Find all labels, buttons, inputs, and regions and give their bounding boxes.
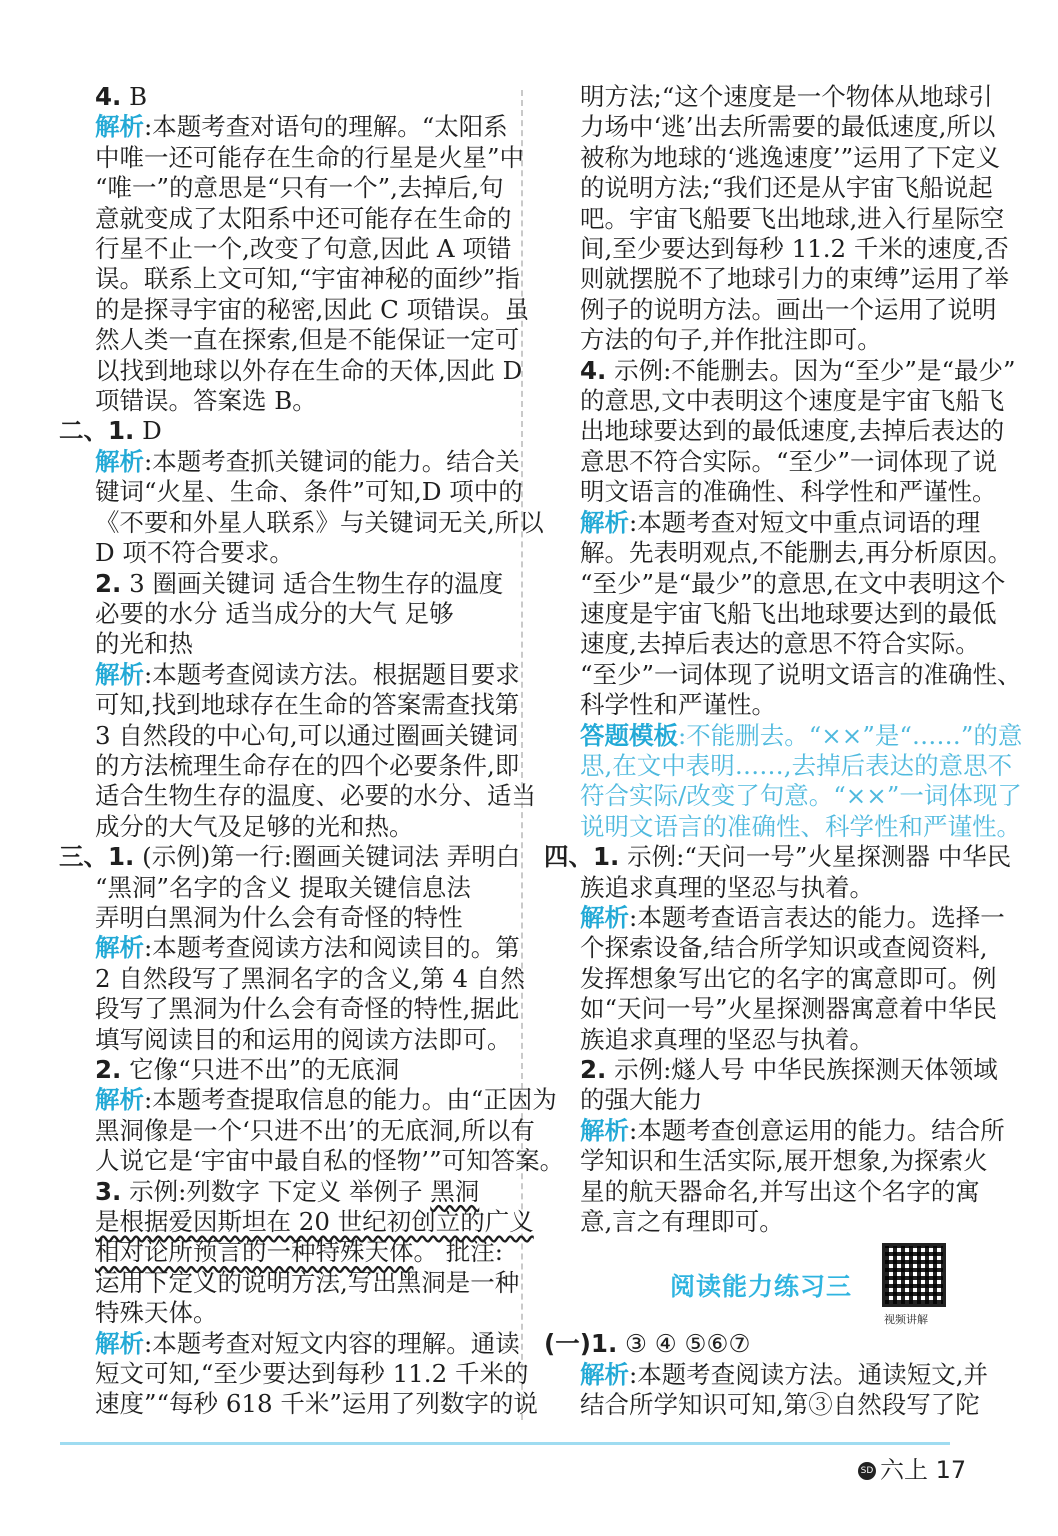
line-text: 弄明白黑洞为什么会有奇怪的特性	[95, 902, 463, 932]
line-text: 2 自然段写了黑洞名字的含义,第 4 自然	[95, 963, 525, 993]
line-text: 必要的水分 适当成分的大气 足够	[95, 598, 454, 628]
line-text: 特殊天体。	[95, 1298, 218, 1328]
text-line	[580, 173, 993, 203]
section-number: (一)	[544, 1329, 591, 1359]
line-text: :本题考查阅读方法。根据题目要求	[144, 659, 520, 689]
text-line	[95, 873, 505, 903]
analysis-tag: 解析	[95, 933, 144, 963]
text-line	[580, 446, 998, 477]
line-text: 中唯一还可能存在生命的行星是火星”中	[95, 142, 525, 172]
line-text: 项错误。答案选 B。	[95, 386, 317, 416]
analysis-tag: 解析	[95, 446, 144, 476]
question-number: 3.	[95, 1176, 122, 1206]
question-number: 1.	[593, 842, 620, 872]
text-line	[95, 142, 525, 173]
analysis-tag: 解析	[95, 1085, 144, 1115]
line-text: 的光和热	[95, 629, 193, 659]
section-number: 二、	[59, 416, 108, 446]
underlined-text: 相对论所预言的一种特殊天体	[95, 1237, 414, 1267]
text-line	[95, 569, 505, 599]
question-number: 1.	[590, 1329, 618, 1359]
analysis-tag: 解析	[95, 659, 144, 689]
text-line	[95, 1115, 535, 1146]
line-text: :本题考查对语句的理解。“太阳系	[144, 112, 508, 142]
text-line	[95, 264, 520, 294]
text-line	[95, 507, 544, 538]
question-number: 4.	[580, 355, 607, 385]
template-text: 符合实际/改变了句意。“××”一词体现了	[580, 781, 1022, 811]
line-text: 可知,找到地球存在生命的答案需查找第	[95, 690, 520, 720]
text-line	[580, 1146, 988, 1176]
line-text: 示例:列数字 下定义 举例子	[121, 1176, 431, 1206]
section-number: 四、	[544, 842, 593, 872]
line-text: 力场中‘逃’出去所需要的最低速度,所以	[580, 112, 996, 142]
text-line	[95, 690, 520, 720]
text-line	[580, 781, 1022, 811]
line-text: 例子的说明方法。画出一个运用了说明	[580, 294, 997, 324]
template-text: 说明文语言的准确性、科学性和严谨性。	[580, 811, 1021, 841]
text-line	[580, 264, 1010, 294]
text-line	[95, 1024, 512, 1055]
line-text: 段写了黑洞为什么会有奇怪的特性,据此	[95, 994, 520, 1024]
line-text: 出地球要达到的最低速度,去掉后表达的	[580, 416, 1005, 446]
text-line	[580, 142, 1001, 173]
line-text: :本题考查抓关键词的能力。结合关	[144, 446, 520, 476]
text-line	[580, 386, 1005, 416]
text-line	[95, 325, 520, 355]
text-line	[95, 812, 505, 842]
qr-code-icon[interactable]	[882, 1243, 946, 1307]
line-text: 以找到地球以外存在生命的天体,因此 D	[95, 355, 523, 385]
line-text: :本题考查语言表达的能力。选择一	[629, 902, 1005, 932]
underlined-text: 是根据爱因斯坦在 20 世纪初创立的广义	[95, 1207, 534, 1237]
text-line	[95, 629, 505, 659]
line-text: 意,言之有理即可。	[580, 1207, 784, 1237]
line-text: 示例:“天问一号”火星探测器 中华民	[619, 842, 1012, 872]
line-text: ③ ④ ⑤⑥⑦	[617, 1329, 751, 1359]
text-line	[95, 1207, 534, 1237]
question-number: 4.	[95, 82, 122, 111]
text-line	[580, 355, 1016, 386]
line-text: 。 批注:	[413, 1237, 504, 1267]
line-text: 示例:不能删去。因为“至少”是“最少”	[606, 355, 1016, 385]
text-line	[580, 811, 1021, 842]
line-text: 3 自然段的中心句,可以通过圈画关键词	[95, 720, 519, 750]
text-line	[580, 538, 1013, 568]
line-text: 运用下定义的说明方法,写出黑洞是一种	[95, 1267, 520, 1297]
underlined-text: 黑洞	[430, 1176, 480, 1206]
text-line	[580, 994, 998, 1024]
line-text: :本题考查对短文内容的理解。通读	[144, 1328, 520, 1358]
text-line	[580, 963, 997, 994]
line-text: 意就变成了太阳系中还可能存在生命的	[95, 203, 512, 233]
line-text: 结合所学知识可知,第③自然段写了陀	[580, 1390, 980, 1420]
analysis-tag: 答题模板	[580, 720, 678, 750]
text-line	[95, 82, 505, 112]
text-line	[95, 720, 519, 751]
section-header	[580, 1237, 985, 1329]
text-line	[544, 1329, 985, 1359]
line-text: 族追求真理的坚忍与执着。	[580, 1024, 874, 1054]
line-text: (示例)第一行:圈画关键词法 弄明白	[134, 842, 521, 872]
text-line	[580, 234, 1009, 264]
line-text: 的强大能力	[580, 1085, 703, 1115]
text-line	[580, 1207, 985, 1237]
text-line	[95, 1177, 505, 1207]
line-text: 发挥想象写出它的名字的寓意即可。例	[580, 963, 997, 993]
analysis-tag: 解析	[580, 1359, 629, 1389]
line-text: 吧。宇宙飞船要飞出地球,进入行星际空	[580, 203, 1005, 233]
text-line	[580, 568, 1006, 599]
line-text: “唯一”的意思是“只有一个”,去掉后,句	[95, 173, 504, 203]
sd-badge: SD	[858, 1462, 876, 1480]
text-line	[95, 1085, 557, 1115]
line-text: :本题考查提取信息的能力。由“正因为	[144, 1085, 557, 1115]
text-line	[580, 508, 985, 538]
text-line	[544, 842, 1012, 872]
question-number: 2.	[580, 1055, 607, 1084]
line-text: 短文可知,“至少要达到每秒 11.2 千米的	[95, 1359, 529, 1389]
text-line	[580, 598, 997, 629]
line-text: :本题考查阅读方法和阅读目的。第	[144, 933, 520, 963]
text-line	[580, 1390, 985, 1420]
text-line	[95, 994, 520, 1024]
text-line	[580, 416, 1005, 446]
text-line	[580, 1085, 985, 1115]
text-line	[95, 1267, 520, 1298]
analysis-tag: 解析	[580, 507, 629, 537]
template-text: 思,在文中表明……,去掉后表达的意思不	[580, 750, 1013, 780]
line-text: 被称为地球的‘逃逸速度’”运用了下定义	[580, 142, 1001, 172]
right-column-top	[544, 82, 1023, 1237]
line-text: “黑洞”名字的含义 提取关键信息法	[95, 872, 471, 902]
question-number: 1.	[108, 416, 135, 446]
page-number	[858, 1450, 966, 1485]
line-text: :本题考查对短文中重点词语的理	[629, 507, 981, 537]
line-text: 如“天问一号”火星探测器寓意着中华民	[580, 994, 998, 1024]
line-text: 成分的大气及足够的光和热。	[95, 811, 414, 841]
line-text: 科学性和严谨性。	[580, 690, 776, 720]
line-text: 《不要和外星人联系》与关键词无关,所以	[95, 507, 544, 537]
line-text: “至少”是“最少”的意思,在文中表明这个	[580, 568, 1006, 598]
line-text: 方法的句子,并作批注即可。	[580, 325, 882, 355]
line-text: 间,至少要达到每秒 11.2 千米的速度,否	[580, 234, 1009, 264]
section-title: 阅读能力练习三	[670, 1272, 853, 1302]
line-text: 然人类一直在探索,但是不能保证一定可	[95, 325, 520, 355]
text-line	[580, 629, 985, 659]
text-line	[95, 963, 525, 994]
text-line	[580, 1115, 1005, 1146]
text-line	[580, 902, 1005, 933]
text-line	[95, 781, 536, 811]
text-line	[580, 325, 985, 355]
qr-label: 视频讲解	[884, 1313, 928, 1327]
text-line	[95, 173, 505, 203]
line-text: B	[121, 82, 148, 111]
template-text: :不能删去。“××”是“……”的意	[678, 720, 1023, 750]
text-line	[95, 659, 520, 690]
text-line	[580, 1055, 998, 1085]
line-text: 的说明方法;“我们还是从宇宙飞船说起	[580, 173, 993, 203]
line-text: 则就摆脱不了地球引力的束缚”运用了举	[580, 264, 1010, 294]
text-line	[95, 477, 523, 507]
text-line	[59, 842, 521, 872]
text-line	[580, 873, 985, 903]
line-text: 族追求真理的坚忍与执着。	[580, 872, 874, 902]
line-text: 3 圈画关键词 适合生物生存的温度	[121, 568, 504, 598]
line-text: 的意思,文中表明这个速度是宇宙飞船飞	[580, 386, 1005, 416]
text-line	[580, 750, 1013, 781]
right-column	[544, 82, 1023, 1421]
left-column	[59, 82, 565, 1420]
line-text: 键词“火星、生命、条件”可知,D 项中的	[95, 477, 523, 507]
line-text: 明文语言的准确性、科学性和严谨性。	[580, 477, 997, 507]
text-line	[59, 416, 505, 446]
text-line	[95, 1055, 505, 1085]
text-line	[580, 294, 997, 325]
analysis-tag: 解析	[580, 1115, 629, 1145]
text-line	[95, 750, 520, 781]
question-number: 2.	[95, 1055, 122, 1084]
text-line	[95, 1389, 538, 1419]
question-number: 2.	[95, 568, 122, 598]
text-line	[95, 538, 505, 568]
text-line	[95, 1359, 529, 1389]
analysis-tag: 解析	[95, 112, 144, 142]
text-line	[95, 1298, 505, 1328]
line-text: 它像“只进不出”的无底洞	[121, 1055, 400, 1084]
right-column-bottom	[544, 1329, 989, 1420]
line-text: 速度,去掉后表达的意思不符合实际。	[580, 629, 980, 659]
text-line	[580, 477, 997, 507]
text-line	[95, 203, 512, 234]
text-line	[95, 294, 530, 325]
line-text: “至少”一词体现了说明文语言的准确性、	[580, 659, 1022, 689]
line-text: 填写阅读目的和运用的阅读方法即可。	[95, 1024, 512, 1054]
text-line	[580, 1359, 989, 1390]
line-text: D 项不符合要求。	[95, 538, 294, 568]
line-text: 星的航天器命名,并写出这个名字的寓	[580, 1176, 980, 1206]
text-line	[95, 1146, 565, 1176]
text-line	[95, 112, 508, 142]
line-text: 解。先表明观点,不能删去,再分析原因。	[580, 538, 1013, 568]
text-line	[95, 386, 505, 416]
line-text: 黑洞像是一个‘只进不出’的无底洞,所以有	[95, 1115, 535, 1145]
text-line	[95, 599, 505, 629]
analysis-tag: 解析	[580, 902, 629, 932]
line-text: 速度是宇宙飞船飞出地球要达到的最低	[580, 598, 997, 628]
line-text: :本题考查创意运用的能力。结合所	[629, 1115, 1005, 1145]
footer-bar	[60, 1442, 950, 1445]
section-number: 三、	[59, 842, 108, 872]
line-text: 示例:燧人号 中华民族探测天体领域	[606, 1055, 998, 1084]
page-label: 六上 17	[880, 1456, 967, 1484]
line-text: 意思不符合实际。“至少”一词体现了说	[580, 446, 998, 476]
line-text: 个探索设备,结合所学知识或查阅资料,	[580, 933, 988, 963]
text-line	[580, 690, 985, 720]
text-line	[95, 355, 523, 386]
text-line	[580, 1177, 985, 1207]
text-line	[95, 1237, 505, 1267]
line-text: D	[134, 416, 162, 446]
text-line	[580, 659, 1022, 690]
text-line	[95, 933, 520, 963]
line-text: :本题考查阅读方法。通读短文,并	[629, 1359, 989, 1389]
line-text: 明方法;“这个速度是一个物体从地球引	[580, 82, 993, 111]
text-line	[580, 82, 993, 112]
question-number: 1.	[108, 842, 135, 872]
text-line	[580, 203, 1005, 234]
text-line	[95, 446, 520, 477]
text-line	[580, 112, 996, 142]
line-text: 误。联系上文可知,“宇宙神秘的面纱”指	[95, 264, 520, 294]
line-text: 的是探寻宇宙的秘密,因此 C 项错误。虽	[95, 294, 530, 324]
text-line	[580, 933, 988, 963]
line-text: 人说它是‘宇宙中最自私的怪物’”可知答案。	[95, 1146, 565, 1176]
line-text: 适合生物生存的温度、必要的水分、适当	[95, 781, 536, 811]
text-line	[95, 903, 505, 933]
text-line	[95, 1328, 520, 1359]
text-line	[580, 1025, 985, 1055]
analysis-tag: 解析	[95, 1328, 144, 1358]
line-text: 的方法梳理生命存在的四个必要条件,即	[95, 750, 520, 780]
text-line	[580, 720, 1023, 751]
line-text: 学知识和生活实际,展开想象,为探索火	[580, 1146, 988, 1176]
line-text: 行星不止一个,改变了句意,因此 A 项错	[95, 234, 512, 264]
line-text: 速度”“每秒 618 千米”运用了列数字的说	[95, 1389, 538, 1419]
text-line	[95, 234, 512, 264]
